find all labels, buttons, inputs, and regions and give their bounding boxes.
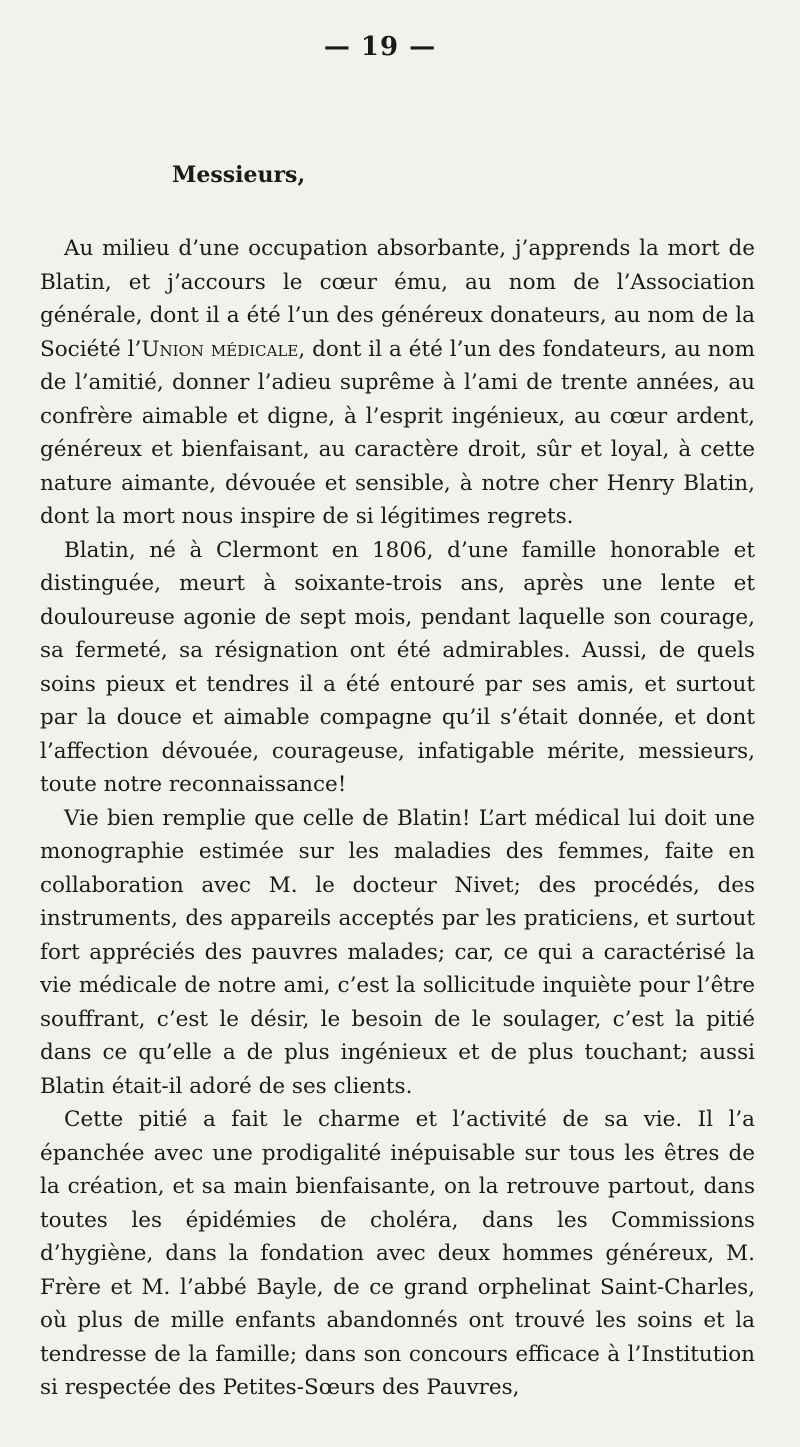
paragraph-1-text-before: Au milieu d’une occupation absorbante, j’apprends la mort de Blatin, et j’accours le cœur ému, au nom de l’Association générale, dont il a été l’un des généreux donateurs, au nom de la Société l’ xyxy=(40,236,755,362)
page-number: — 19 — xyxy=(323,32,437,62)
paragraph-1 xyxy=(40,232,755,534)
body-text xyxy=(40,232,755,1405)
paragraph-1-text-after: , dont il a été l’un des fondateurs, au nom de l’amitié, donner l’adieu suprême à l’ami de trente années, au confrère aimable et digne, à l’esprit ingénieux, au cœur ardent, généreux et bienfaisant, au caractère droit, sûr et loyal, à cette nature aimante, dévouée et sensible, à notre cher Henry Blatin, dont la mort nous inspire de si légitimes regrets. xyxy=(40,336,755,529)
salutation: Messieurs, xyxy=(172,162,306,188)
paragraph-2: Blatin, né à Clermont en 1806, d’une famille honorable et distinguée, meurt à soixante-trois ans, après une lente et douloureuse agonie de sept mois, pendant laquelle son courage, sa fermeté, sa résignation ont été admirables. Aussi, de quels soins pieux et tendres il a été entouré par ses amis, et surtout par la douce et aimable compagne qu’il s’était donnée, et dont l’affection dévouée, courageuse, infatigable mérite, messieurs, toute notre reconnaissance! xyxy=(40,537,755,797)
paragraph-3: Vie bien remplie que celle de Blatin! L’art médical lui doit une monographie estimée sur les maladies des femmes, faite en collaboration avec M. le docteur Nivet; des procédés, des instruments, des appareils acceptés par les praticiens, et surtout fort appréciés des pauvres malades; car, ce qui a caractérisé la vie médicale de notre ami, c’est la sollicitude inquiète pour l’être souffrant, c’est le désir, le besoin de le soulager, c’est la pitié dans ce qu’elle a de plus ingénieux et de plus touchant; aussi Blatin était-il adoré de ses clients. xyxy=(40,805,755,1099)
paragraph-4: Cette pitié a fait le charme et l’activité de sa vie. Il l’a épanchée avec une prodigalité inépuisable sur tous les êtres de la création, et sa main bienfaisante, on la retrouve partout, dans toutes les épidémies de choléra, dans les Commissions d’hygiène, dans la fondation avec deux hommes généreux, M. Frère et M. l’abbé Bayle, de ce grand orphelinat Saint-Charles, où plus de mille enfants abandonnés ont trouvé les soins et la tendresse de la famille; dans son concours efficace à l’Institution si respectée des Petites-Sœurs des Pauvres, xyxy=(40,1107,755,1400)
union-medicale-smallcaps: Union médicale xyxy=(141,336,299,362)
